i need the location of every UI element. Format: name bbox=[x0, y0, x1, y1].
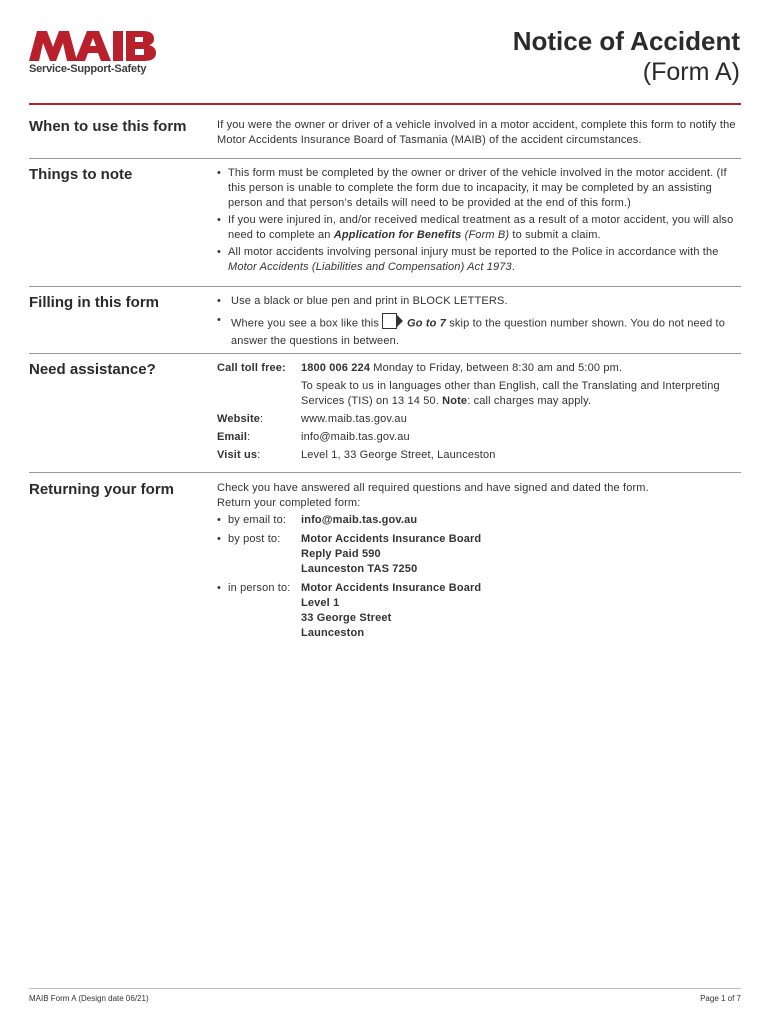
logo-tagline: Service-Support-Safety bbox=[29, 63, 147, 75]
returning-intro-1: Check you have answered all required questions and have signed and dated the form. bbox=[217, 482, 649, 494]
title-line-1: Notice of Accident bbox=[512, 26, 740, 56]
header-rule bbox=[29, 103, 741, 105]
phone-label: Call toll free: bbox=[217, 362, 286, 374]
divider bbox=[29, 158, 741, 159]
post-method-label: • by post to: bbox=[217, 532, 301, 575]
title-line-2: (Form A) bbox=[642, 58, 740, 86]
phone-number[interactable]: 1800 006 224 bbox=[301, 362, 371, 374]
go-to-arrow-icon bbox=[382, 313, 404, 334]
email-label: Email: bbox=[217, 431, 251, 443]
footer-page-number: Page 1 of 7 bbox=[700, 994, 741, 1003]
person-address: Motor Accidents Insurance Board Level 1 33 George Street Launceston bbox=[301, 582, 482, 639]
phone-details: 1800 006 224 Monday to Friday, between 8:30 am and 5:00 pm. bbox=[301, 362, 623, 374]
email-link[interactable]: info@maib.tas.gov.au bbox=[301, 431, 410, 443]
page-footer bbox=[29, 988, 741, 1003]
list-item: • If you were injured in, and/or received medical treatment as a result of a motor accident, you will also need to complete an Application for Benefits (Form B) to submit a claim. bbox=[217, 213, 741, 243]
section-title: Need assistance? bbox=[29, 361, 156, 378]
visit-label: Visit us: bbox=[217, 449, 261, 461]
divider bbox=[29, 472, 741, 473]
section-body bbox=[217, 361, 741, 463]
footer-form-id: MAIB Form A (Design date 06/21) bbox=[29, 994, 149, 1003]
post-address: Motor Accidents Insurance Board Reply Paid 590 Launceston TAS 7250 bbox=[301, 533, 482, 575]
tis-text: To speak to us in languages other than English, call the Translating and Interpreting Services (TIS) on 13 14 50. Note: call charges may apply. bbox=[301, 380, 720, 407]
section-title: Filling in this form bbox=[29, 294, 159, 311]
return-email-link[interactable]: info@maib.tas.gov.au bbox=[301, 514, 418, 526]
returning-intro-2: Return your completed form: bbox=[217, 497, 361, 509]
form-title bbox=[513, 26, 740, 88]
contact-grid bbox=[217, 361, 741, 463]
list-item: • Use a black or blue pen and print in BLOCK LETTERS. bbox=[217, 294, 741, 309]
section-body bbox=[217, 166, 741, 277]
visit-address: Level 1, 33 George Street, Launceston bbox=[301, 449, 496, 461]
section-body bbox=[217, 481, 741, 641]
maib-logo-mark bbox=[29, 29, 157, 61]
section-body bbox=[217, 294, 741, 353]
person-method-label: • in person to: bbox=[217, 581, 301, 639]
section-title: Returning your form bbox=[29, 481, 174, 498]
maib-logo bbox=[29, 29, 159, 75]
return-by-email bbox=[217, 513, 741, 530]
website-link[interactable]: www.maib.tas.gov.au bbox=[301, 413, 407, 425]
section-title: When to use this form bbox=[29, 118, 187, 135]
divider bbox=[29, 286, 741, 287]
list-item: • This form must be completed by the owner or driver of the vehicle involved in the motor accident. (If this person is unable to complete the form due to incapacity, it may be completed by an assisting person and that person’s details will need to be provided at the end of this form.) bbox=[217, 166, 741, 211]
list-item: • All motor accidents involving personal injury must be reported to the Police in accordance with the Motor Accidents (Liabilities and Compensation) Act 1973. bbox=[217, 245, 741, 275]
return-by-post bbox=[217, 532, 741, 577]
divider bbox=[29, 353, 741, 354]
website-label: Website: bbox=[217, 413, 264, 425]
email-method-label: • by email to: bbox=[217, 513, 301, 528]
section-body bbox=[217, 118, 741, 148]
list-item: • Where you see a box like this Go to 7 skip to the question number shown. You do not need to answer the questions in between. bbox=[217, 313, 741, 349]
return-in-person bbox=[217, 581, 741, 641]
when-text: If you were the owner or driver of a vehicle involved in a motor accident, complete this form to notify the Motor Accidents Insurance Board of Tasmania (MAIB) of the accident circumstances. bbox=[217, 119, 736, 146]
section-title: Things to note bbox=[29, 166, 133, 183]
